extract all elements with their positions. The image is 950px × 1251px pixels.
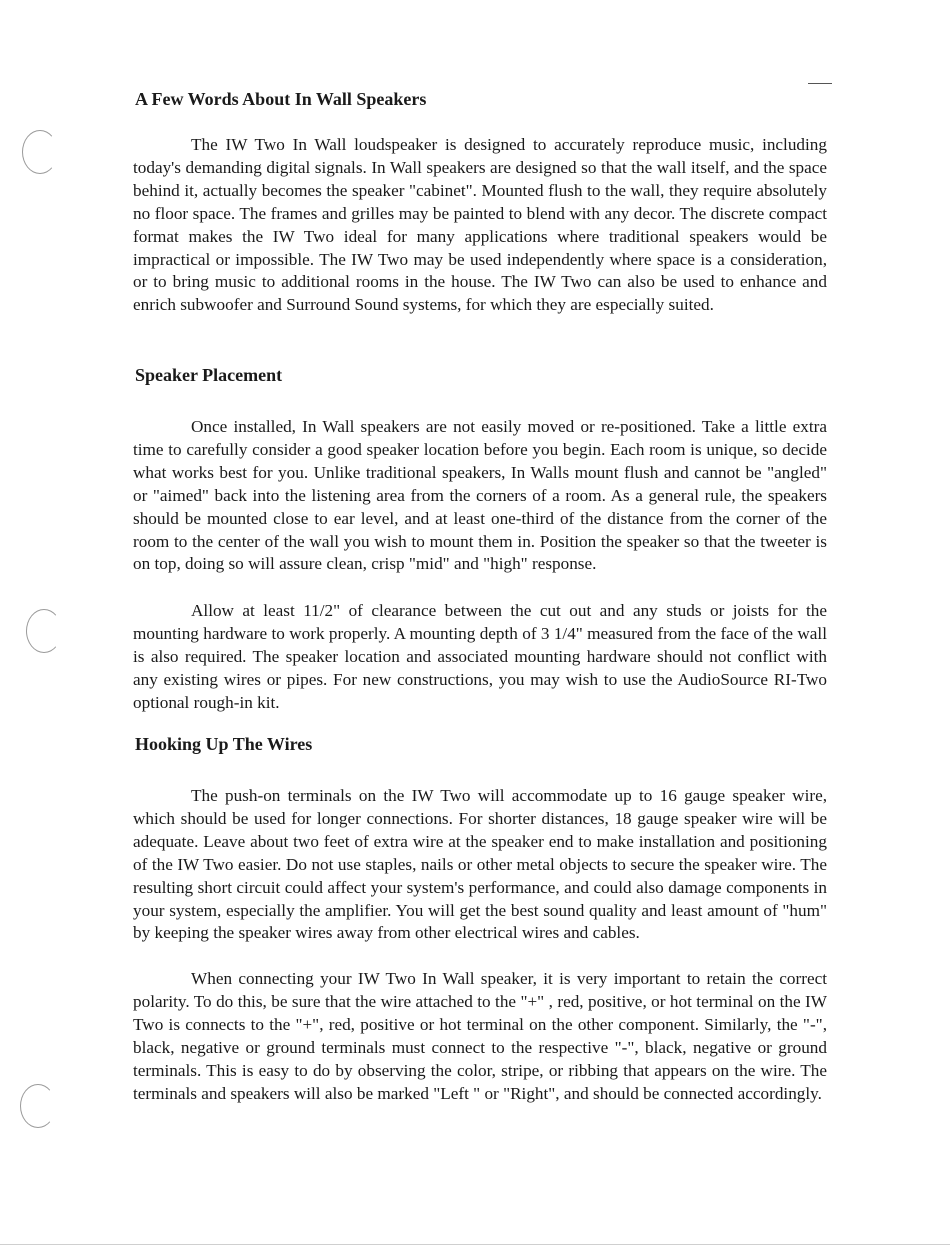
paragraph-wires-polarity: When connecting your IW Two In Wall speaker, it is very important to retain the correct polarity. To do this, be sure that the wire attached to the "+" , red, positive, or hot terminal on the IW Two is connects to the "+", red, positive or hot terminal on the other component. Similarly, the "-", black, negative or ground terminals must connect to the respective "-", black, negative or ground terminals. This is easy to do by observing the color, stripe, or ribbing that appears on the wire. The terminals and speakers will also be marked "Left " or "Right", and should be connected accordingly. [133,969,827,1103]
section-heading-in-wall-speakers: A Few Words About In Wall Speakers [135,89,427,109]
binder-hole-bottom [20,1084,56,1128]
binder-hole-top [22,130,58,174]
scan-mark [808,83,832,84]
paragraph-placement-location: Once installed, In Wall speakers are not easily moved or re-positioned. Take a little extra time to carefully consider a good speaker location before you begin. Each room is unique, so decide what works best for you. Unlike traditional speakers, In Walls mount flush and cannot be "angled" or "aimed" back into the listening area from the corners of a room. As a general rule, the speakers should be mounted close to ear level, and at least one-third of the distance from the corner of the room to the center of the wall you wish to mount them in. Position the speaker so that the tweeter is on top, doing so will assure clean, crisp "mid" and "high" response. [133,417,827,574]
section-heading-speaker-placement: Speaker Placement [135,365,283,385]
section-heading-hooking-up-wires: Hooking Up The Wires [135,734,313,754]
paragraph-placement-clearance: Allow at least 11/2" of clearance between the cut out and any studs or joists for the mounting hardware to work properly. A mounting depth of 3 1/4" measured from the face of the wall is also required. The speaker location and associated mounting hardware should not conflict with any existing wires or pipes. For new constructions, you may wish to use the AudioSource RI-Two optional rough-in kit. [133,601,827,712]
binder-hole-middle [26,609,62,653]
page-bottom-edge [0,1244,950,1245]
paragraph-wires-gauge: The push-on terminals on the IW Two will accommodate up to 16 gauge speaker wire, which should be used for longer connections. For shorter distances, 18 gauge speaker wire will be adequate. Leave about two feet of extra wire at the speaker end to make installation and positioning of the IW Two easier. Do not use staples, nails or other metal objects to secure the speaker wire. The resulting short circuit could affect your system's performance, and could also damage components in your system, especially the amplifier. You will get the best sound quality and least amount of "hum" by keeping the speaker wires away from other electrical wires and cables. [133,786,827,943]
paragraph-in-wall-intro: The IW Two In Wall loudspeaker is designed to accurately reproduce music, including today's demanding digital signals. In Wall speakers are designed so that the wall itself, and the space behind it, actually becomes the speaker "cabinet". Mounted flush to the wall, they require absolutely no floor space. The frames and grilles may be painted to blend with any decor. The discrete compact format makes the IW Two ideal for many applications where traditional speakers would be impractical or impossible. The IW Two may be used independently where space is a consideration, or to bring music to additional rooms in the house. The IW Two can also be used to enhance and enrich subwoofer and Surround Sound systems, for which they are especially suited. [133,135,827,315]
